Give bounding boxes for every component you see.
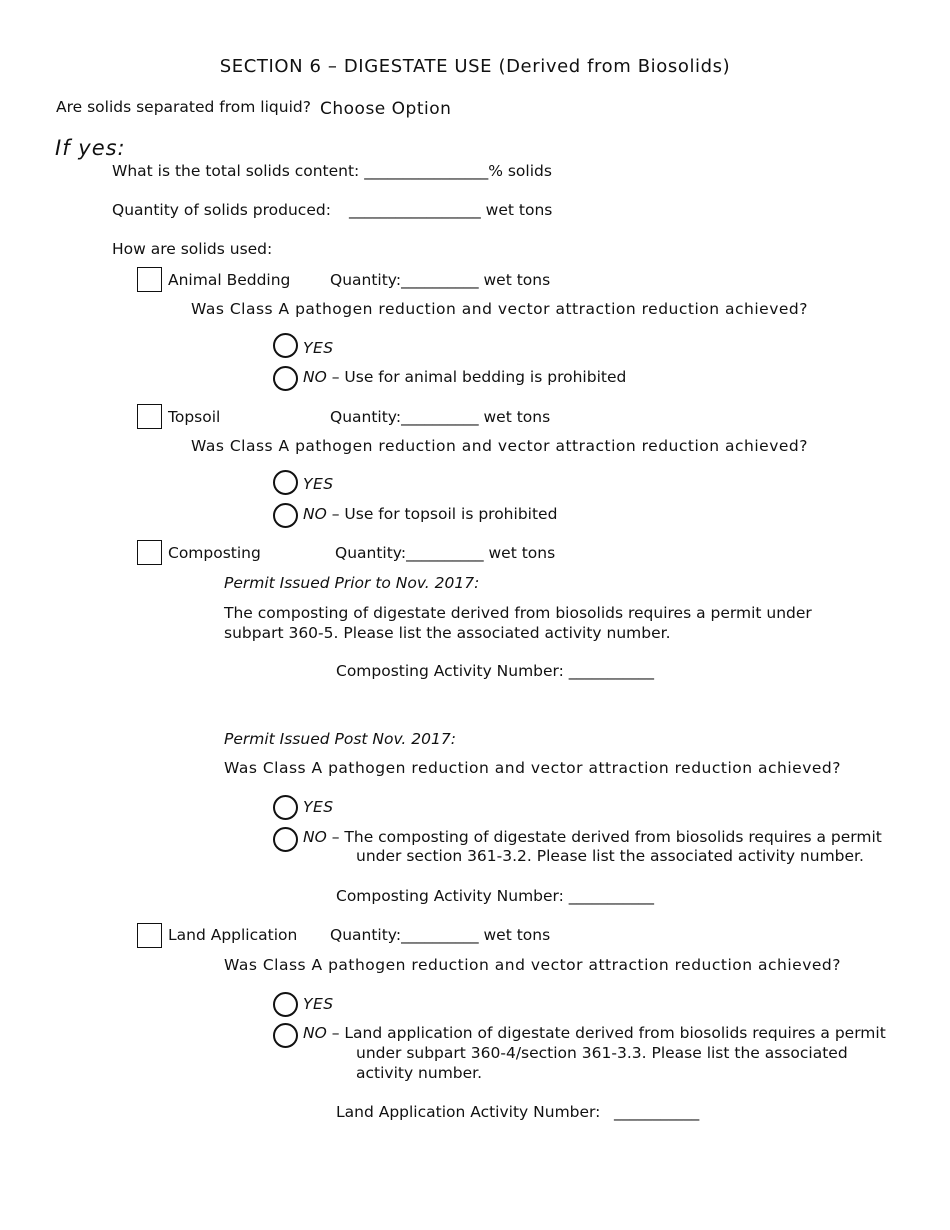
composting-no-line1 [303, 828, 882, 846]
land-application-question: Was Class A pathogen reduction and vector attraction reduction achieved? [224, 956, 841, 974]
composting-yes-label: YES [303, 798, 334, 816]
composting-quantity[interactable]: Quantity:__________ wet tons [335, 544, 556, 562]
composting-post-heading: Permit Issued Post Nov. 2017: [224, 730, 456, 748]
topsoil-quantity[interactable]: Quantity:__________ wet tons [330, 408, 551, 426]
land-application-yes-radio[interactable] [273, 992, 298, 1017]
land-application-no-text: – Land application of digestate derived from biosolids requires a permit [326, 1024, 886, 1042]
composting-question: Was Class A pathogen reduction and vector attraction reduction achieved? [224, 759, 841, 777]
composting-prior-text: The composting of digestate derived from biosolids requires a permit under subpart 360-5. Please list the associated activity number. [224, 604, 812, 642]
topsoil-no-radio[interactable] [273, 503, 298, 528]
composting-prior-heading: Permit Issued Prior to Nov. 2017: [224, 574, 480, 592]
if-yes-heading: If yes: [55, 136, 126, 160]
animal-bedding-quantity[interactable]: Quantity:__________ wet tons [330, 271, 551, 289]
animal-bedding-yes-radio[interactable] [273, 333, 298, 358]
land-application-activity-label: Land Application Activity Number: [336, 1103, 601, 1121]
separated-question: Are solids separated from liquid? [56, 98, 311, 116]
land-application-no-radio[interactable] [273, 1023, 298, 1048]
topsoil-no-prefix: NO [303, 505, 327, 523]
composting-no-prefix: NO [303, 828, 327, 846]
animal-bedding-yes-label: YES [303, 339, 334, 357]
land-application-label: Land Application [168, 926, 298, 944]
animal-bedding-no-text: – Use for animal bedding is prohibited [326, 368, 627, 386]
land-application-no-line2: under subpart 360-4/section 361-3.3. Please list the associated [356, 1044, 848, 1062]
quantity-solids-label: Quantity of solids produced: [112, 201, 331, 219]
total-solids-field[interactable]: What is the total solids content: ________________% solids [112, 162, 552, 180]
composting-activity-prior[interactable]: Composting Activity Number: ___________ [336, 662, 655, 680]
topsoil-no-label [303, 505, 557, 523]
land-application-no-prefix: NO [303, 1024, 327, 1042]
land-application-yes-label: YES [303, 995, 334, 1013]
how-used-label: How are solids used: [112, 240, 273, 258]
animal-bedding-checkbox[interactable] [137, 267, 162, 292]
land-application-quantity[interactable]: Quantity:__________ wet tons [330, 926, 551, 944]
topsoil-question: Was Class A pathogen reduction and vector attraction reduction achieved? [191, 437, 808, 455]
composting-checkbox[interactable] [137, 540, 162, 565]
animal-bedding-question: Was Class A pathogen reduction and vector attraction reduction achieved? [191, 300, 808, 318]
composting-yes-radio[interactable] [273, 795, 298, 820]
quantity-solids-field[interactable]: _________________ wet tons [349, 201, 553, 219]
animal-bedding-no-prefix: NO [303, 368, 327, 386]
land-application-checkbox[interactable] [137, 923, 162, 948]
composting-label: Composting [168, 544, 261, 562]
animal-bedding-label: Animal Bedding [168, 271, 291, 289]
topsoil-yes-radio[interactable] [273, 470, 298, 495]
composting-no-radio[interactable] [273, 827, 298, 852]
section-title: SECTION 6 – DIGESTATE USE (Derived from Biosolids) [219, 56, 731, 77]
composting-activity-post[interactable]: Composting Activity Number: ___________ [336, 887, 655, 905]
land-application-no-line1 [303, 1024, 886, 1042]
animal-bedding-no-label [303, 368, 626, 386]
topsoil-checkbox[interactable] [137, 404, 162, 429]
land-application-activity-field[interactable]: ___________ [614, 1103, 700, 1121]
topsoil-no-text: – Use for topsoil is prohibited [326, 505, 558, 523]
topsoil-label: Topsoil [168, 408, 221, 426]
composting-no-text: – The composting of digestate derived from biosolids requires a permit [326, 828, 882, 846]
land-application-no-line3: activity number. [356, 1064, 483, 1082]
topsoil-yes-label: YES [303, 475, 334, 493]
composting-no-line2: under section 361-3.2. Please list the associated activity number. [356, 847, 864, 865]
separated-select[interactable]: Choose Option [320, 99, 452, 119]
animal-bedding-no-radio[interactable] [273, 366, 298, 391]
